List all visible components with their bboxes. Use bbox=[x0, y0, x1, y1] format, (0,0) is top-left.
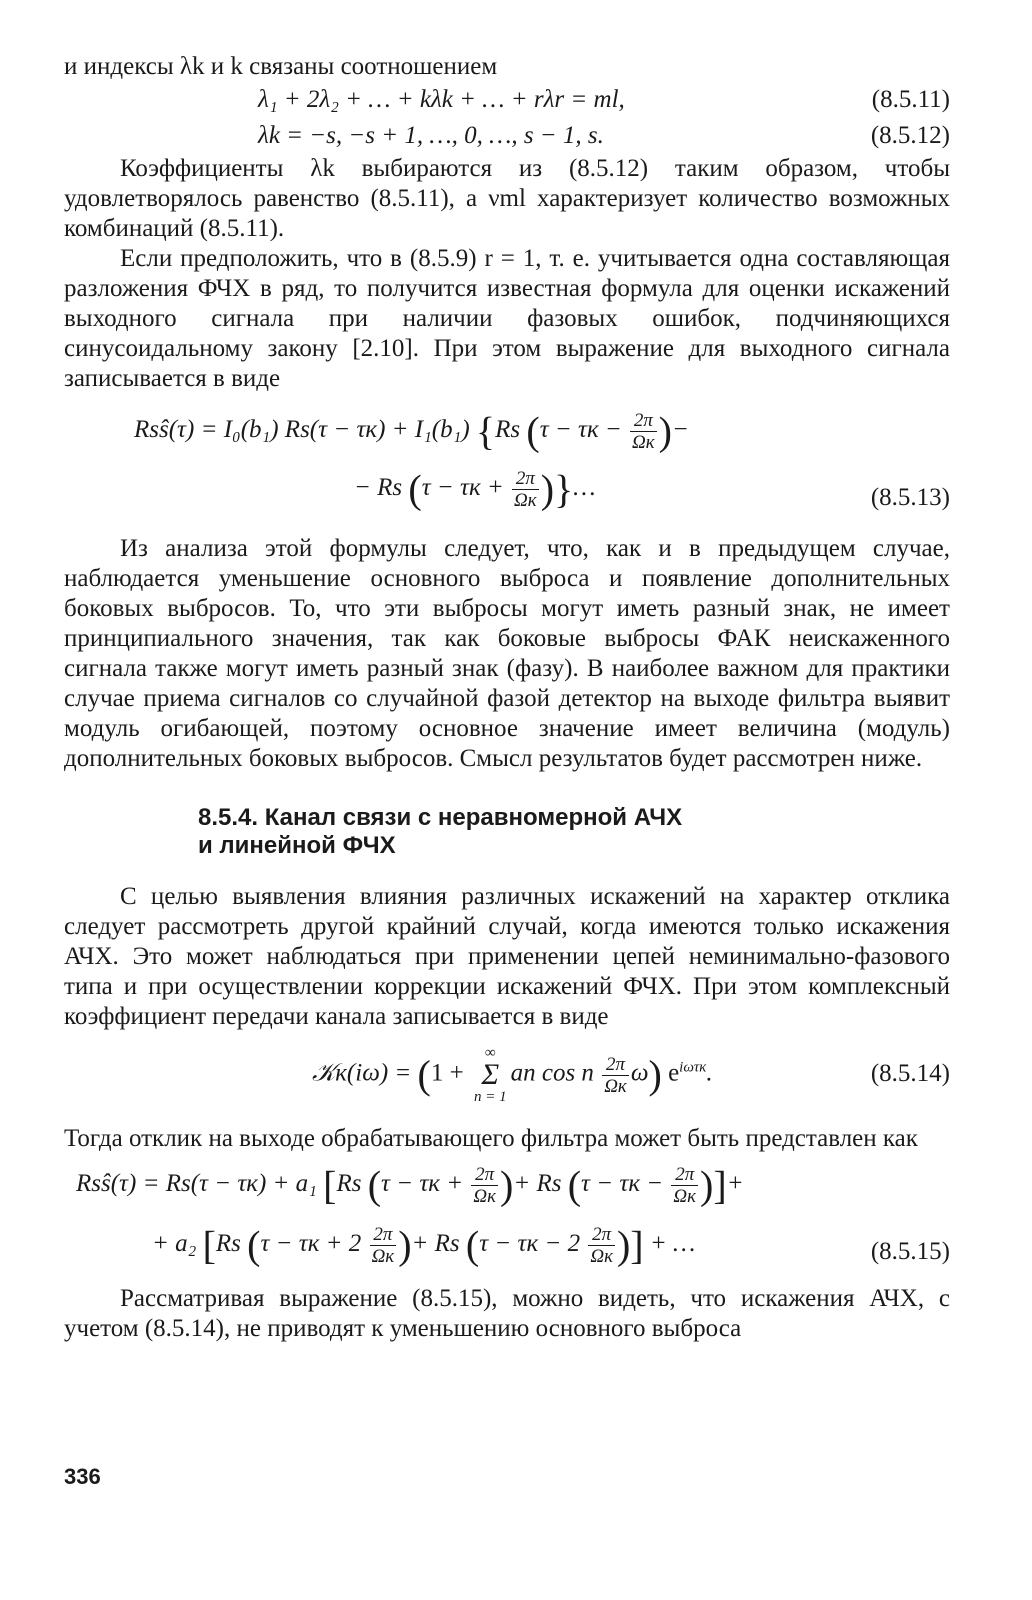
fraction: $\frac{2\pi}{\Omega к}$ bbox=[473, 1164, 497, 1207]
bracket-close: ] bbox=[713, 1162, 727, 1208]
equation-number: (8.5.12) bbox=[870, 122, 950, 149]
brace-open: { bbox=[475, 408, 496, 454]
paren-close: ) bbox=[648, 1052, 662, 1097]
eq-term: + Rs bbox=[411, 1230, 460, 1258]
eq-term: e bbox=[668, 1059, 680, 1087]
eq-term: τ − τк + 2 bbox=[260, 1230, 362, 1258]
fraction: $\frac{2\pi}{\Omega к}$ bbox=[514, 468, 537, 511]
fraction: $\frac{2\pi}{\Omega к}$ bbox=[604, 1053, 627, 1097]
eq-term: Rs bbox=[336, 1170, 362, 1198]
equation-number: (8.5.14) bbox=[870, 1060, 950, 1087]
eq-term: τ − τк − 2 bbox=[479, 1230, 581, 1258]
paren-close: ) bbox=[540, 466, 555, 512]
equation-8-5-11 bbox=[64, 82, 950, 116]
brace-close: } bbox=[554, 466, 574, 512]
eq-term: τ − τк − bbox=[581, 1170, 664, 1198]
fraction: $\frac{2\pi}{\Omega к}$ bbox=[590, 1224, 613, 1267]
bracket-open: [ bbox=[323, 1162, 337, 1208]
equation-body: λk = −s, −s + 1, …, 0, …, s − 1, s. bbox=[258, 122, 604, 149]
fraction: $\frac{2\pi}{\Omega к}$ bbox=[673, 1164, 697, 1207]
eq-term: τ − τк + bbox=[381, 1170, 464, 1198]
paragraph-1: Коэффициенты λk выбираются из (8.5.12) таким образом, чтобы удовлетворялось равенство (8.5.11), а νml характеризует количество возможных комбинаций (8.5.11). bbox=[64, 155, 950, 242]
paren-close: ) bbox=[658, 408, 672, 454]
page-number: 336 bbox=[64, 1464, 101, 1489]
paren-open: ( bbox=[367, 1162, 382, 1208]
paren-open: ( bbox=[526, 408, 540, 454]
fraction: $\frac{2\pi}{\Omega к}$ bbox=[371, 1224, 395, 1267]
eq-term: − Rs bbox=[354, 474, 403, 502]
paren-open: ( bbox=[567, 1162, 582, 1208]
paragraph-3: Из анализа этой формулы следует, что, как и в предыдущем случае, наблюдается уменьшение основного выброса и появление дополнительных боковых выбросов. То, что эти выбросы могут иметь разный знак, не имеет принципиального значения, так как боковые выбросы ФАК неискаженного сигнала также могут иметь разный знак (фазу). В наиболее важном для практики случае приема сигналов со случайной фазой детектор на выходе фильтра выявит модуль огибающей, поэтому основное значение имеет величина (модуль) дополнительных боковых выбросов. Смысл результатов будет рассмотрен ниже. bbox=[64, 535, 950, 772]
equation-8-5-14 bbox=[64, 1038, 950, 1124]
section-heading bbox=[198, 804, 950, 860]
eq-term: + … bbox=[649, 1230, 696, 1258]
intro-line: и индексы λk и k связаны соотношением bbox=[64, 53, 498, 80]
equation-number: (8.5.13) bbox=[870, 484, 950, 511]
paren-close: ) bbox=[616, 1222, 631, 1268]
eq-term: . bbox=[706, 1059, 713, 1087]
page-body bbox=[64, 52, 950, 1344]
paren-close: ) bbox=[700, 1162, 714, 1208]
eq-term: … bbox=[573, 474, 596, 502]
bracket-close: ] bbox=[630, 1222, 644, 1268]
equation-body: λ₁ + 2λ₂ + … + kλk + … + rλr = ml, bbox=[258, 86, 625, 113]
eq-term: + a₂ bbox=[152, 1230, 197, 1258]
paren-open: ( bbox=[247, 1222, 261, 1268]
paren-open: ( bbox=[465, 1222, 480, 1268]
equation-number: (8.5.11) bbox=[871, 86, 950, 113]
eq-term: an cos n bbox=[510, 1059, 594, 1087]
equation-8-5-12 bbox=[64, 116, 950, 154]
eq-term: + Rs bbox=[513, 1170, 562, 1198]
eq-term: ω bbox=[630, 1059, 649, 1087]
paragraph-6: Рассматривая выражение (8.5.15), можно видеть, что искажения АЧХ, с учетом (8.5.14), не приводят к уменьшению основного выброса bbox=[64, 1285, 950, 1342]
paren-open: ( bbox=[417, 1052, 431, 1097]
eq-exponent: iωτк bbox=[679, 1059, 707, 1076]
paragraph-2: Если предположить, что в (8.5.9) r = 1, т. е. учитывается одна составляющая разложения ФЧХ в ряд, то получится известная формула для оценки искажений выходного сигнала при наличии фазовых ошибок, подчиняющихся синусоидальному закону [2.10]. При этом выражение для выходного сигнала записывается в виде bbox=[64, 245, 950, 392]
paragraph-5: Тогда отклик на выходе обрабатывающего фильтра может быть представлен как bbox=[64, 1125, 918, 1152]
eq-term: + bbox=[726, 1170, 744, 1198]
equation-number: (8.5.15) bbox=[870, 1238, 950, 1265]
equation-8-5-15 bbox=[64, 1158, 950, 1284]
equation-8-5-13 bbox=[64, 404, 950, 528]
paren-open: ( bbox=[408, 466, 422, 512]
eq-term: Rsŝ(τ) = Rs(τ − τк) + a₁ bbox=[76, 1170, 317, 1198]
eq-term: 1 + bbox=[430, 1059, 464, 1087]
eq-term: Rs bbox=[215, 1230, 241, 1258]
paren-close: ) bbox=[500, 1162, 514, 1208]
paren-close: ) bbox=[398, 1222, 412, 1268]
eq-term: Rsŝ(τ) = I₀(b₁) Rs(τ − τк) + I₁(b₁) bbox=[134, 416, 470, 444]
eq-term: Rs bbox=[495, 416, 521, 444]
eq-term: τ − τк + bbox=[421, 474, 504, 502]
fraction: $\frac{2\pi}{\Omega к}$ bbox=[632, 410, 655, 453]
heading-line: 8.5.4. Канал связи с неравномерной АЧХ bbox=[198, 804, 683, 831]
eq-term: 𝒦к(iω) = bbox=[312, 1059, 412, 1087]
bracket-open: [ bbox=[202, 1222, 216, 1268]
summation: ∞ Σ n = 1 bbox=[473, 1045, 507, 1105]
eq-term: τ − τк − bbox=[539, 416, 622, 444]
eq-term: − bbox=[672, 416, 689, 444]
heading-line: и линейной ФЧХ bbox=[198, 832, 396, 859]
paragraph-4: С целью выявления влияния различных искажений на характер отклика следует рассмотреть другой крайний случай, когда имеются только искажения АЧХ. Это может наблюдаться при применении цепей неминимально-фазового типа и при осуществлении коррекции искажений ФЧХ. При этом комплексный коэффициент передачи канала записывается в виде bbox=[64, 883, 950, 1030]
